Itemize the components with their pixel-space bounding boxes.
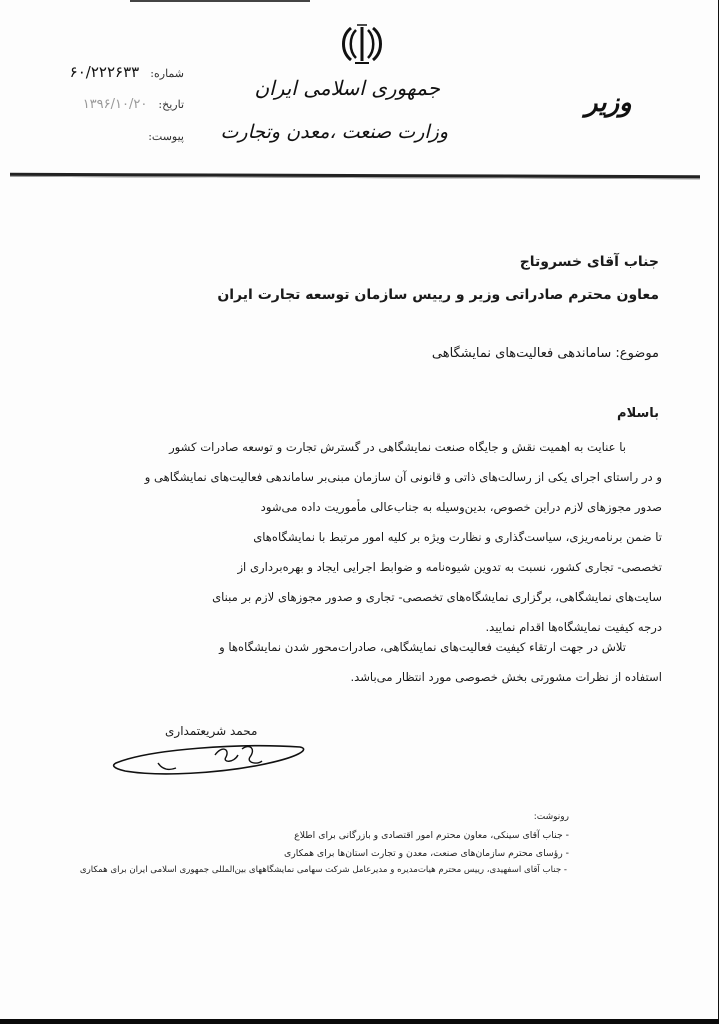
cc-title: رونوشت: — [533, 812, 569, 822]
iran-emblem-icon — [338, 20, 386, 68]
number-label: شماره: — [150, 67, 184, 80]
body-line: تخصصی- تجاری کشور، نسبت به تدوین شیوه‌نامه و ضوابط اجرایی ایجاد و بهره‌برداری از — [237, 560, 662, 574]
scan-edge-top — [130, 0, 310, 2]
cc-item: - رؤسای محترم سازمان‌های صنعت، معدن و تجارت استان‌ها برای همکاری — [283, 848, 569, 859]
letterhead-republic: جمهوری اسلامی ایران — [254, 76, 440, 100]
greeting: باسلام — [617, 406, 659, 421]
letter-attachment — [44, 125, 184, 144]
body-line: صدور مجوزهای لازم دراین خصوص، بدین‌وسیله به جناب‌عالی مأموریت داده می‌شود — [260, 500, 662, 514]
letter-date — [44, 93, 184, 112]
signature-icon — [110, 735, 310, 780]
recipient-name: جناب آقای خسروتاج — [519, 254, 659, 270]
recipient-title: معاون محترم صادراتی وزیر و رییس سازمان توسعه تجارت ایران — [217, 287, 659, 303]
date-value: ۱۳۹۶/۱۰/۲۰ — [82, 97, 148, 112]
body-line: با عنایت به اهمیت نقش و جایگاه صنعت نمایشگاهی در گسترش تجارت و توسعه صادرات کشور — [169, 440, 626, 454]
number-value: ۶۰/۲۲۲۶۳۳ — [69, 63, 140, 81]
body-line: استفاده از نظرات مشورتی بخش خصوصی مورد انتظار می‌باشد. — [350, 670, 662, 684]
body-paragraph-2 — [102, 632, 662, 692]
letterhead-office: وزیر — [585, 88, 632, 118]
signatory-name: محمد شریعتمداری — [165, 724, 258, 738]
body-line: تا ضمن برنامه‌ریزی، سیاست‌گذاری و نظارت ویژه بر کلیه امور مرتبط با نمایشگاه‌های — [253, 530, 662, 544]
body-line: سایت‌های نمایشگاهی، برگزاری نمایشگاه‌های تخصصی- تجاری و صدور مجوزهای لازم بر مبنای — [212, 590, 662, 604]
body-line: تلاش در جهت ارتقاء کیفیت فعالیت‌های نمایشگاهی، صادرات‌محور شدن نمایشگاه‌ها و — [219, 640, 626, 654]
body-paragraph-1 — [102, 432, 662, 642]
scan-edge-bottom — [0, 1019, 719, 1024]
body-line: و در راستای اجرای یکی از رسالت‌های ذاتی و قانونی آن سازمان مبنی‌بر ساماندهی فعالیت‌های نمایشگاهی و — [144, 470, 662, 484]
cc-item: - جناب آقای اسفهیدی، رییس محترم هیات‌مدیره و مدیرعامل شرکت سهامی نمایشگاههای بین‌المللی جمهوری اسلامی ایران برای همکاری — [79, 865, 567, 875]
attachment-label: پیوست: — [148, 130, 184, 143]
header-divider — [10, 173, 700, 179]
subject-line: موضوع: ساماندهی فعالیت‌های نمایشگاهی — [431, 346, 659, 361]
cc-item: - جناب آقای سینکی، معاون محترم امور اقتصادی و بازرگانی برای اطلاع — [294, 830, 569, 841]
letter-number — [44, 62, 184, 81]
body-line: درجه کیفیت نمایشگاه‌ها اقدام نمایید. — [485, 620, 662, 634]
date-label: تاریخ: — [158, 98, 184, 111]
letterhead-ministry: وزارت صنعت ،معدن وتجارت — [220, 121, 448, 143]
